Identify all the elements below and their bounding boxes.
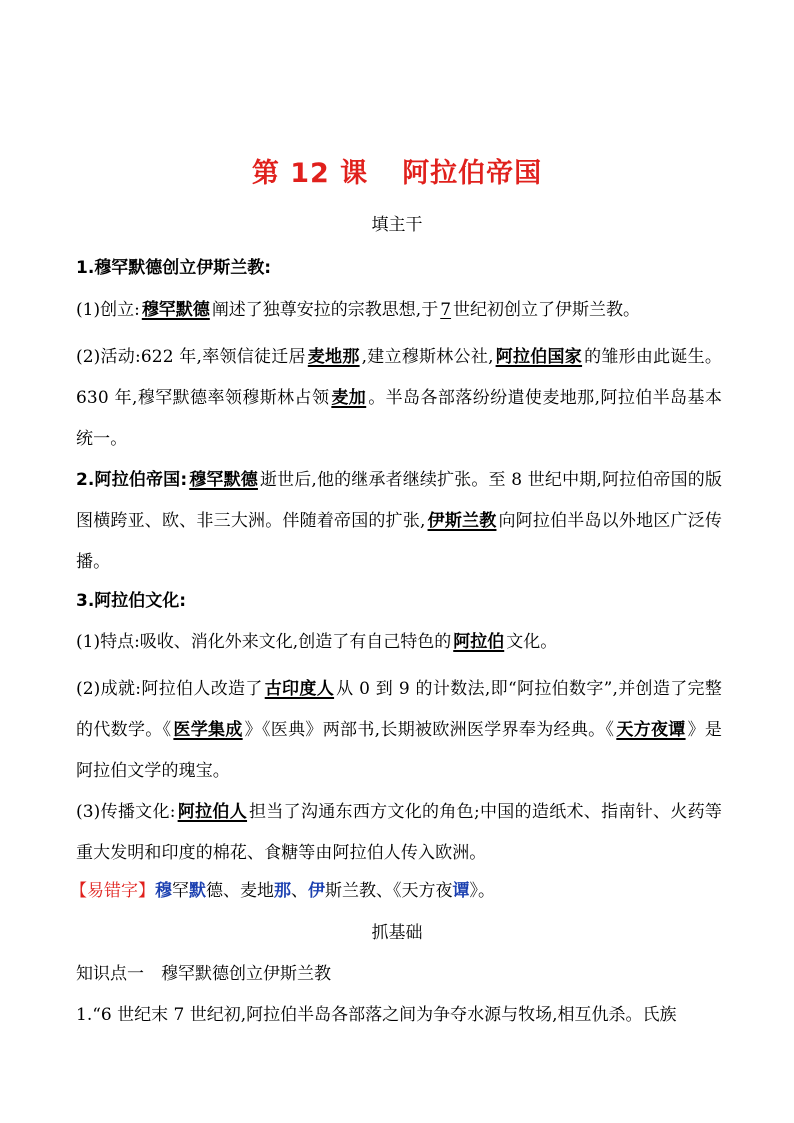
answer-blank: 阿拉伯 <box>453 632 505 652</box>
answer-blank: 麦地那 <box>307 347 360 367</box>
exercise-1: 1.“6 世纪末 7 世纪初,阿拉伯半岛各部落之间为争夺水源与牧场,相互仇杀。氏族 <box>76 1005 677 1025</box>
knowledge-point-heading: 知识点一 穆罕默德创立伊斯兰教 <box>76 964 331 984</box>
answer-blank: 伊斯兰教 <box>427 511 497 531</box>
q3-heading: 3.阿拉伯文化: <box>76 591 187 611</box>
answer-blank: 穆罕默德 <box>141 300 210 320</box>
answer-blank: 天方夜谭 <box>616 720 686 740</box>
answer-blank: 7 <box>440 300 452 320</box>
answer-blank: 阿拉伯人 <box>177 802 248 822</box>
lesson-name: 阿拉伯帝国 <box>402 158 543 189</box>
q1-item1: (1)创立: 穆罕默德 阐述了独尊安拉的宗教思想,于 7 世纪初创立了伊斯兰教。 <box>76 300 641 320</box>
q2-paragraph: 2.阿拉伯帝国: 穆罕默德 逝世后,他的继承者继续扩张。至 8 世纪中期,阿拉伯帝国的版图横跨亚、欧、非三大洲。伴随着帝国的扩张, 伊斯兰教 向阿拉伯半岛以外地区广泛传播。 <box>76 470 722 572</box>
lesson-title <box>0 151 794 190</box>
answer-blank: 穆罕默德 <box>189 470 258 490</box>
answer-blank: 医学集成 <box>173 720 243 740</box>
q1-heading: 1.穆罕默德创立伊斯兰教: <box>76 258 272 278</box>
section-heading-basics: 抓基础 <box>371 923 423 943</box>
q1-item2: (2)活动:622 年,率领信徒迁居 麦地那 ,建立穆斯林公社, 阿拉伯国家 的雏形由此诞生。630 年,穆罕默德率领穆斯林占领 麦加 。半岛各部落纷纷遣使麦地那,阿拉伯半岛基本统一。 <box>76 347 722 449</box>
q2-heading: 2.阿拉伯帝国: <box>76 470 188 490</box>
error-prone-characters: 【易错字】穆罕默德、麦地那、伊斯兰教、《天方夜谭》。 <box>70 881 495 901</box>
lesson-number: 第 12 课 <box>251 158 369 189</box>
answer-blank: 阿拉伯国家 <box>495 347 583 367</box>
q3-item3: (3)传播文化: 阿拉伯人 担当了沟通东西方文化的角色;中国的造纸术、指南针、火药等重大发明和印度的棉花、食糖等由阿拉伯人传入欧洲。 <box>76 802 723 863</box>
answer-blank: 古印度人 <box>264 679 335 699</box>
section-heading-fill-main: 填主干 <box>371 215 423 235</box>
q3-item1: (1)特点:吸收、消化外来文化,创造了有自己特色的 阿拉伯 文化。 <box>76 632 558 652</box>
tip-label: 【易错字】 <box>70 881 155 901</box>
answer-blank: 麦加 <box>331 388 367 408</box>
q3-item2: (2)成就:阿拉伯人改造了 古印度人 从 0 到 9 的计数法,即“阿拉伯数字”,并创造了完整的代数学。《 医学集成 》《医典》两部书,长期被欧洲医学界奉为经典。《 天方夜谭 》是阿拉伯文学的瑰宝。 <box>76 679 722 781</box>
